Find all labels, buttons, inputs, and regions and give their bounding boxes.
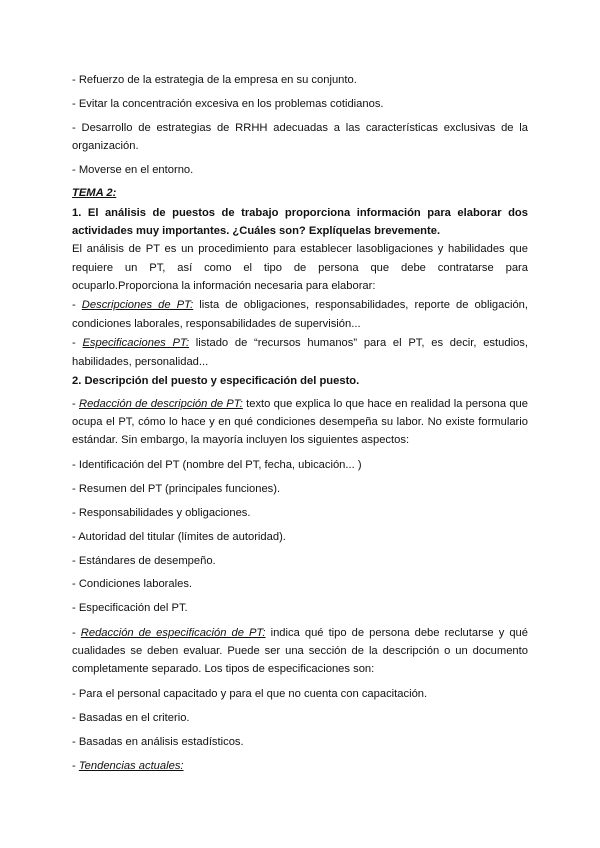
aspect-item: - Identificación del PT (nombre del PT, fecha, ubicación... ): [72, 459, 362, 471]
redaccion-desc-item: [72, 397, 528, 411]
desc-pt-term: Descripciones de PT:: [81, 299, 194, 311]
q1-heading-line2: actividades muy importantes. ¿Cuáles son? Explíquelas brevemente.: [72, 225, 441, 237]
tema-heading: TEMA 2:: [72, 187, 117, 199]
desc-pt-item: [72, 298, 528, 312]
tendencias-term: Tendencias actuales:: [78, 760, 184, 772]
redaccion-desc-term: Redacción de descripción de PT:: [78, 398, 243, 410]
aspect-item: - Estándares de desempeño.: [72, 555, 216, 567]
tendencias-item: [72, 759, 528, 773]
redaccion-espec-term: Redacción de especificación de PT:: [80, 627, 266, 639]
desc-pt-item-cont: condiciones laborales, responsabilidades de supervisión...: [72, 318, 361, 330]
spec-pt-term: Especificaciones PT:: [82, 337, 190, 349]
aspect-item: - Responsabilidades y obligaciones.: [72, 507, 251, 519]
spec-pt-text: listado de “recursos humanos” para el PT, es decir, estudios,: [189, 337, 528, 349]
intro-item-2: - Evitar la concentración excesiva en los problemas cotidianos.: [72, 98, 384, 110]
intro-item-4: - Moverse en el entorno.: [72, 164, 194, 176]
aspect-item: - Condiciones laborales.: [72, 578, 193, 590]
intro-item-3-cont: organización.: [72, 140, 139, 152]
spec-pt-item: [72, 336, 528, 350]
redaccion-desc-text: texto que explica lo que hace en realidad la persona que: [242, 398, 528, 410]
desc-pt-text: lista de obligaciones, responsabilidades, reporte de obligación,: [193, 299, 528, 311]
q1-paragraph-line1: El análisis de PT es un procedimiento para establecer lasobligaciones y habilidades que: [72, 243, 528, 255]
tendencias-dash: -: [72, 760, 79, 772]
intro-item-1: - Refuerzo de la estrategia de la empresa en su conjunto.: [72, 74, 357, 86]
aspect-item: - Autoridad del titular (límites de autoridad).: [72, 531, 286, 543]
q1-heading-line1: 1. El análisis de puestos de trabajo proporciona información para elaborar dos: [72, 207, 528, 219]
q2-heading: 2. Descripción del puesto y especificación del puesto.: [72, 375, 360, 387]
desc-pt-dash: -: [72, 299, 82, 311]
redaccion-espec-dash: -: [72, 627, 81, 639]
intro-item-3: - Desarrollo de estrategias de RRHH adecuadas a las características exclusivas de la: [72, 122, 528, 134]
spec-pt-item-cont: habilidades, personalidad...: [72, 356, 209, 368]
q1-paragraph-line3: ocuparlo.Proporciona la información necesaria para elaborar:: [72, 280, 376, 292]
aspect-item: - Resumen del PT (principales funciones).: [72, 483, 281, 495]
redaccion-espec-text: indica qué tipo de persona debe reclutarse y qué: [265, 627, 528, 639]
redaccion-espec-line2: cualidades se deben evaluar. Puede ser una sección de la descripción o un documento: [72, 645, 528, 657]
aspect-item: - Especificación del PT.: [72, 602, 188, 614]
spec-type-item: - Basadas en análisis estadísticos.: [72, 736, 244, 748]
redaccion-desc-dash: -: [72, 398, 79, 410]
q1-paragraph-line2: requiere un PT, así como el tipo de persona que debe contratarse para: [72, 262, 528, 274]
redaccion-espec-item: [72, 626, 528, 640]
redaccion-desc-line3: estándar. Sin embargo, la mayoría incluyen los siguientes aspectos:: [72, 434, 410, 446]
redaccion-espec-line3: completamente separado. Los tipos de especificaciones son:: [72, 663, 375, 675]
spec-type-item: - Para el personal capacitado y para el que no cuenta con capacitación.: [72, 688, 428, 700]
spec-pt-dash: -: [72, 337, 83, 349]
redaccion-desc-line2: ocupa el PT, cómo lo hace y en qué condiciones desempeña su labor. No existe formulario: [72, 416, 528, 428]
spec-type-item: - Basadas en el criterio.: [72, 712, 190, 724]
